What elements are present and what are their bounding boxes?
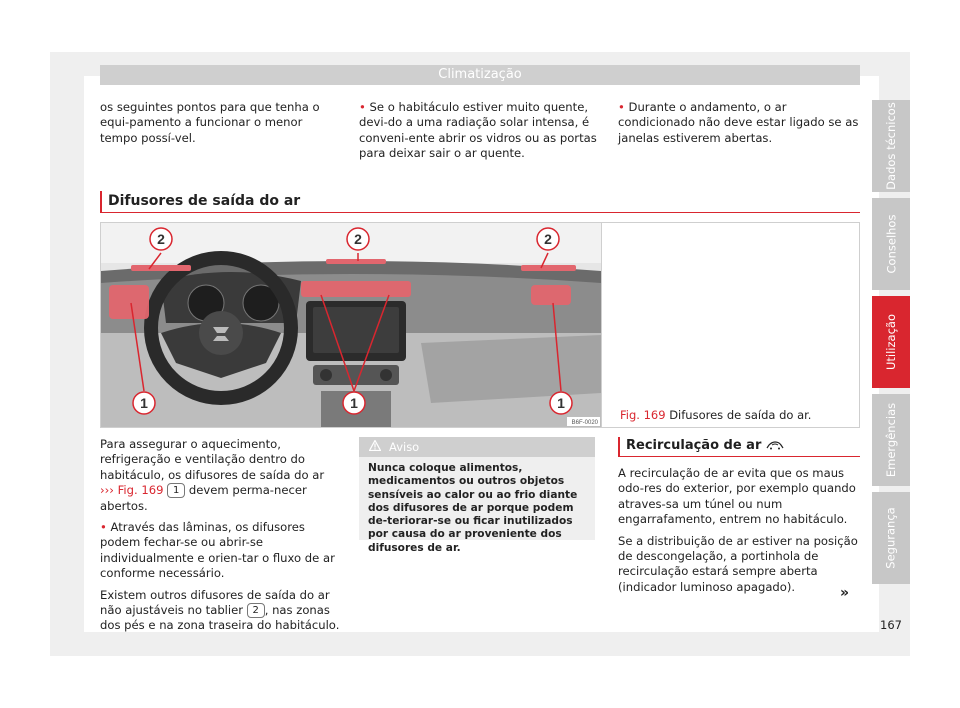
recirculation-title <box>618 437 860 457</box>
recirculation-title-text: Recirculação de ar <box>626 438 762 453</box>
tab-seguranca[interactable]: Segurança <box>872 492 910 584</box>
body-paragraph-3b: , nas zonas dos pés e na zona traseira do habitáculo. <box>100 603 340 633</box>
tab-emergencias[interactable]: Emergências <box>872 394 910 486</box>
column1-intro-text: os seguintes pontos para que tenha o equi-pamento a funcionar o menor tempo possí-vel. <box>100 100 320 145</box>
figure-caption-label: Fig. 169 <box>620 408 666 422</box>
callout-1-center: 1 <box>350 395 358 411</box>
bullet-marker: • <box>100 520 107 535</box>
continue-mark: » <box>840 585 850 601</box>
warning-header <box>359 437 595 457</box>
recirculation-car-icon <box>766 438 784 453</box>
body-paragraph-1b: devem perma-necer abertos. <box>100 483 307 513</box>
recirculation-paragraph-2: Se a distribuição de ar estiver na posição de descongelação, a portinhola de recirculação estará sempre aberta (indicador luminoso apagado). <box>618 533 858 594</box>
dashboard-drawing <box>101 223 601 427</box>
figure-caption-text: Difusores de saída do ar. <box>669 408 812 422</box>
callout-2-center: 2 <box>354 231 362 247</box>
warning-text: Nunca coloque alimentos, medicamentos ou outros objetos sensíveis ao calor ou ao frio diante dos difusores de ar porque podem de-teriorar-se ou ficar inutilizados por causa do ar proveniente dos difusores de ar. <box>368 462 578 554</box>
column2-intro <box>359 100 597 162</box>
chapter-header: Climatização <box>100 65 860 85</box>
recirculation-body <box>618 466 860 595</box>
page-number: 167 <box>880 618 902 632</box>
bullet-marker: • <box>618 100 625 114</box>
body-paragraph-3a: Existem outros difusores de saída do ar não ajustáveis no tablier <box>100 587 330 618</box>
callout-badge-1: 1 <box>167 483 185 498</box>
warning-box <box>359 437 595 554</box>
column1-body <box>100 437 340 634</box>
bullet-marker: • <box>359 100 366 114</box>
callout-badge-2: 2 <box>247 603 265 618</box>
figure-caption <box>620 408 811 422</box>
warning-title: Aviso <box>389 440 420 454</box>
dashboard-illustration <box>101 223 602 427</box>
column1-intro <box>100 100 332 146</box>
callout-2-left: 2 <box>157 231 165 247</box>
body-paragraph-1a: Para assegurar o aquecimento, refrigeração e ventilação dentro do habitáculo, os difusores de saída do ar <box>100 437 325 482</box>
figure-code: B6F-0020 <box>571 420 598 426</box>
callout-1-right: 1 <box>557 395 565 411</box>
column3-intro-text: Durante o andamento, o ar condicionado não deve estar ligado se as janelas estiverem abertas. <box>618 100 859 145</box>
callout-1-left: 1 <box>140 395 148 411</box>
body-paragraph-2: Através das lâminas, os difusores podem fechar-se ou abrir-se individualmente e orien-tar o fluxo de ar conforme necessário. <box>100 520 335 581</box>
figure-169 <box>100 222 860 428</box>
figure-reference-link[interactable]: ››› Fig. 169 <box>100 483 164 498</box>
tab-utilizacao[interactable]: Utilização <box>872 296 910 388</box>
warning-icon <box>369 437 381 457</box>
recirculation-paragraph-1: A recirculação de ar evita que os maus odo-res do exterior, por exemplo quando atraves-sa um túnel ou num engarrafamento, entrem no habitáculo. <box>618 466 856 527</box>
column2-intro-text: Se o habitáculo estiver muito quente, devi-do a uma radiação solar intensa, é conveni-ente abrir os vidros ou as portas para deixar sair o ar quente. <box>359 100 597 161</box>
callout-2-right: 2 <box>544 231 552 247</box>
column3-intro <box>618 100 860 146</box>
tab-dados-tecnicos[interactable]: Dados técnicos <box>872 100 910 192</box>
section-title: Difusores de saída do ar <box>100 191 860 213</box>
tab-conselhos[interactable]: Conselhos <box>872 198 910 290</box>
